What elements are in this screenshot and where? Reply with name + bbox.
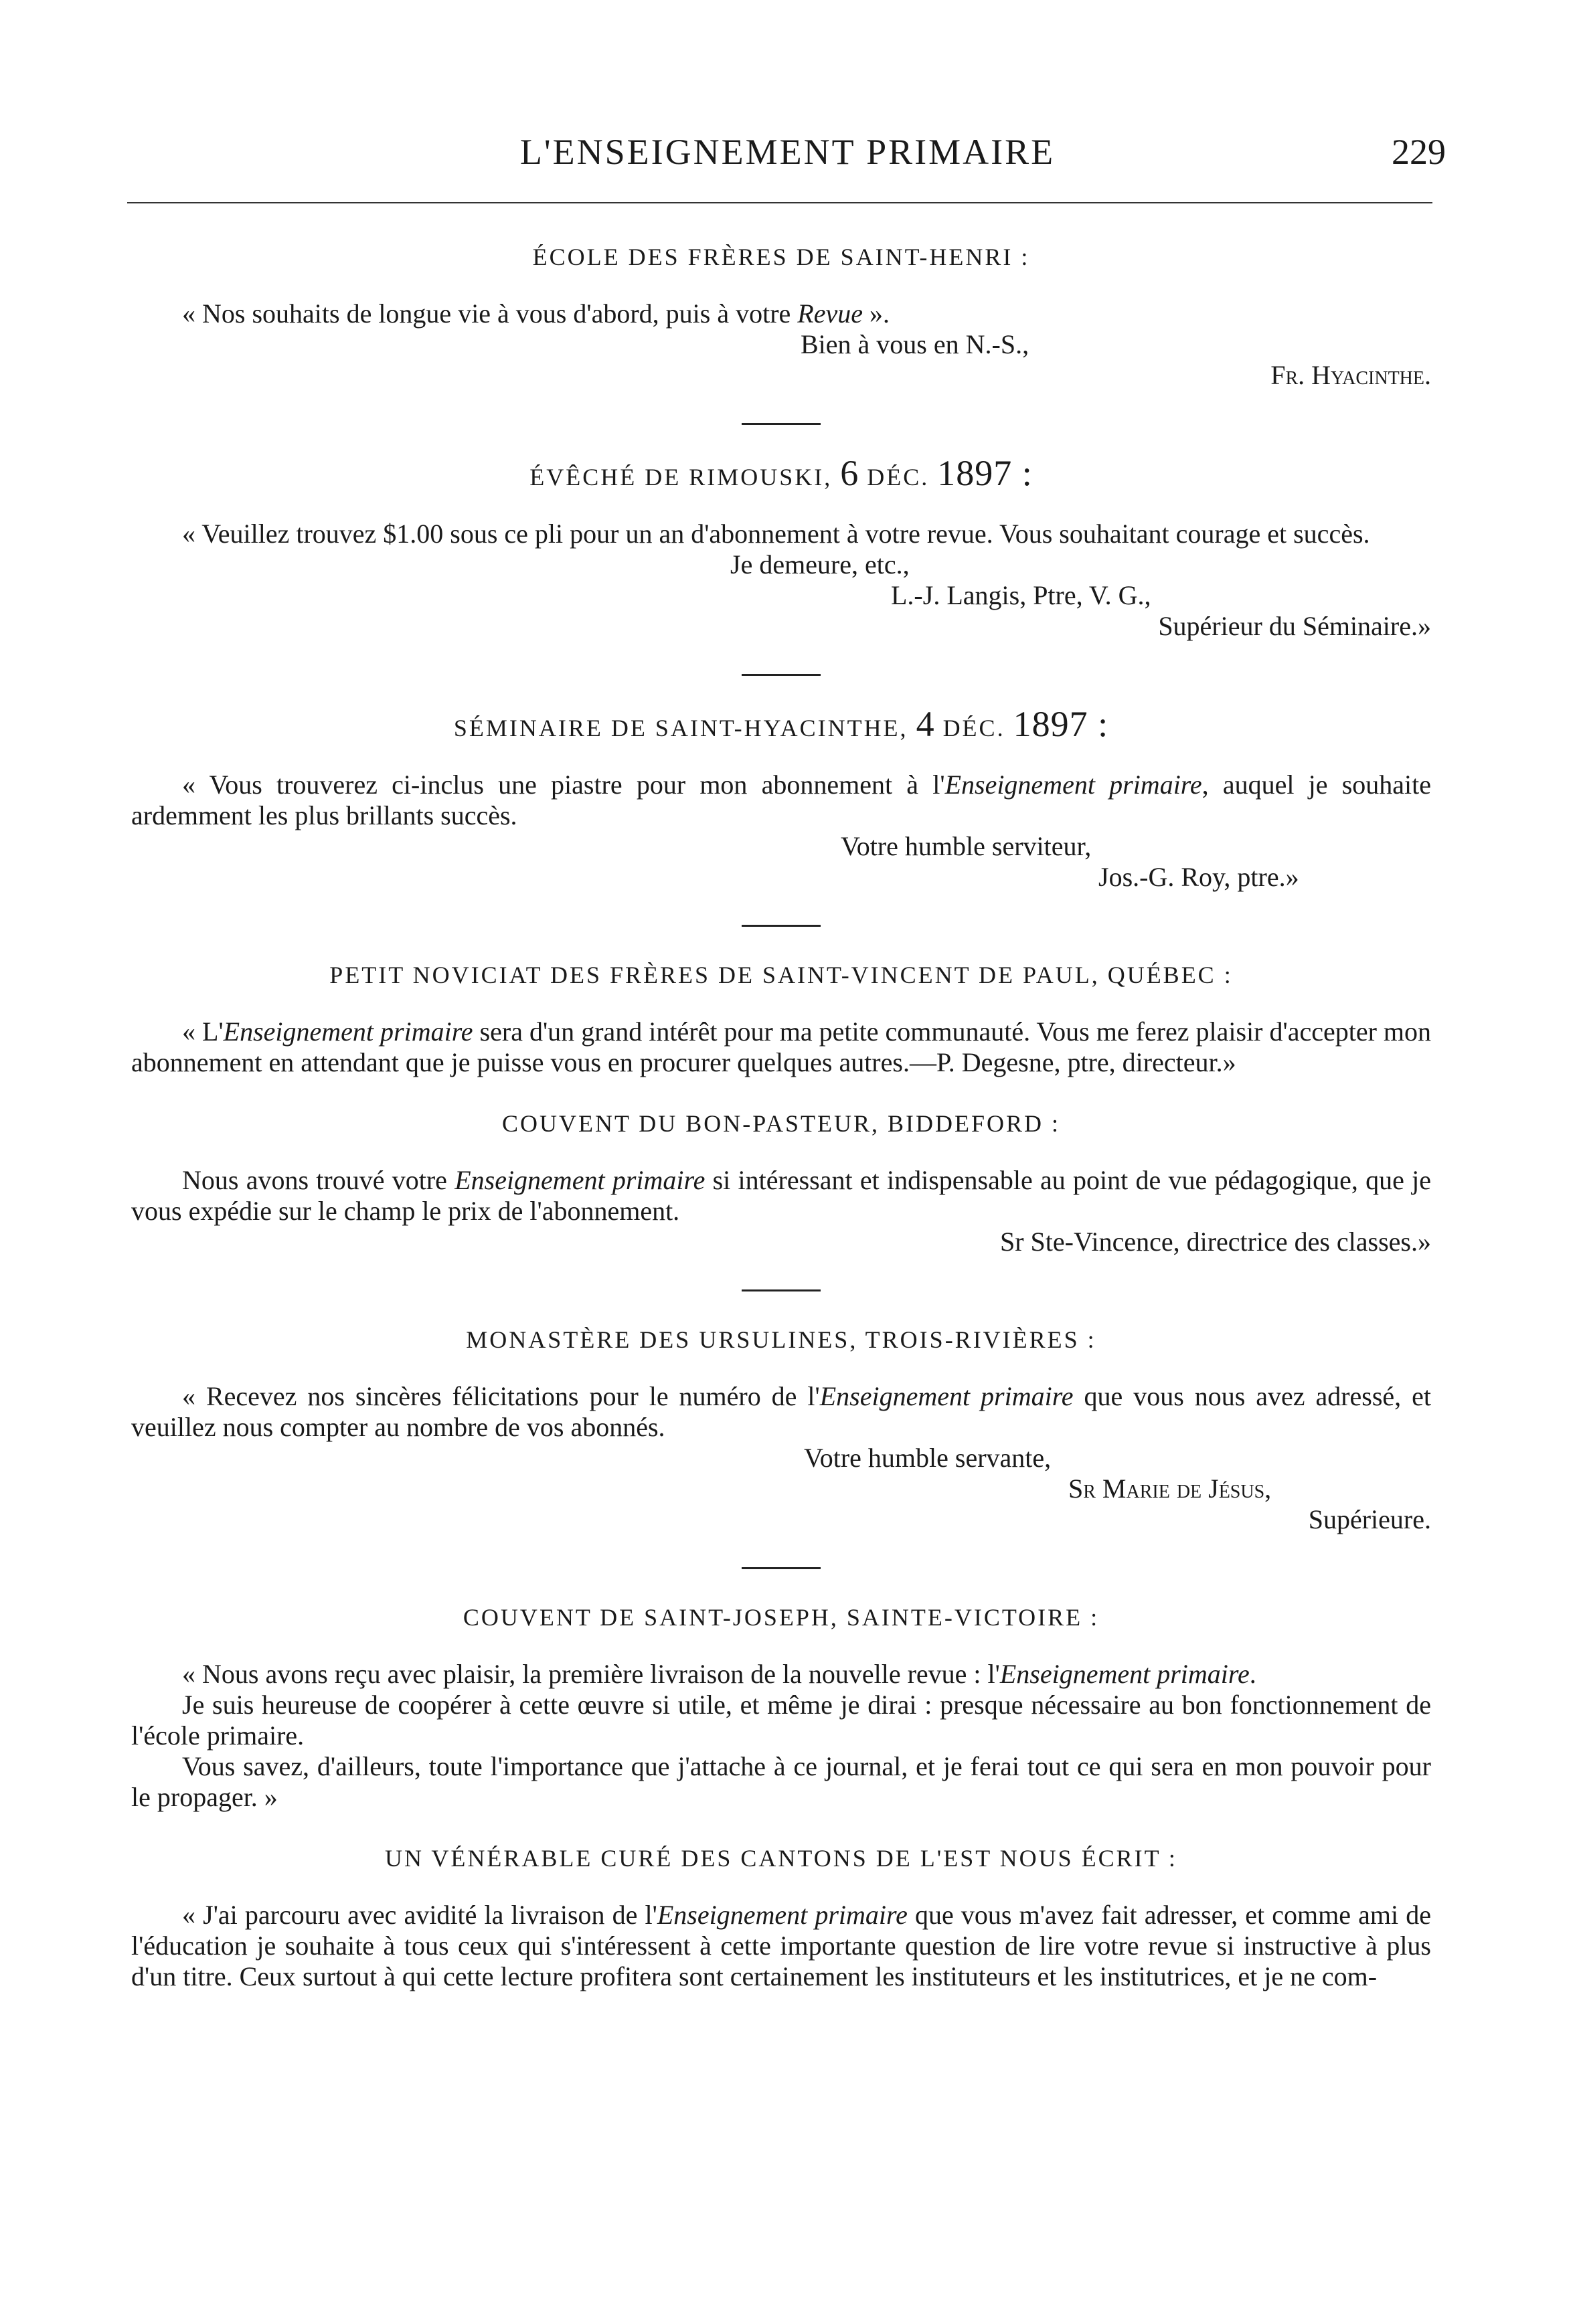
section-divider: [742, 1289, 821, 1291]
letter-ecole-freres: [131, 241, 1431, 391]
section-divider: [742, 674, 821, 676]
page-content: [131, 241, 1431, 1992]
header-rule: [127, 202, 1432, 203]
letter-body: « Veuillez trouvez $1.00 sous ce pli pour un an d'abonnement à votre revue. Vous souhaitant courage et succès.: [182, 519, 1370, 549]
letter-couvent-bon-pasteur: [131, 1107, 1431, 1257]
letter-paragraph: Je suis heureuse de coopérer à cette œuvre si utile, et même je dirai : presque nécessaire au bon fonctionnement de l'école primaire.: [131, 1690, 1431, 1751]
letter-seminaire-st-hyacinthe: [131, 704, 1431, 893]
letter-eveche-rimouski: [131, 453, 1431, 642]
signature-name: Jos.-G. Roy, ptre.»: [1098, 862, 1299, 892]
signature-line: Votre humble servante,: [804, 1443, 1052, 1473]
letter-body: « L'Enseignement primaire sera d'un grand intérêt pour ma petite communauté. Vous me ferez plaisir d'accepter mon abonnement en attendant que je puisse vous en procurer quelques autres.—P. Degesne, ptre, directeur.»: [131, 1016, 1432, 1077]
letter-petit-noviciat: [131, 959, 1431, 1078]
section-heading: MONASTÈRE DES URSULINES, TROIS-RIVIÈRES :: [466, 1326, 1096, 1353]
signature-title: Supérieur du Séminaire.»: [1158, 611, 1431, 641]
letter-body: Nous avons trouvé votre Enseignement primaire si intéressant et indispensable au point de vue pédagogique, que je vous expédie sur le champ le prix de l'abonnement.: [131, 1165, 1431, 1226]
section-heading: SÉMINAIRE DE SAINT-HYACINTHE, 4 DÉC. 1897 :: [453, 704, 1109, 744]
signature-title: Supérieure.: [1308, 1504, 1431, 1534]
letter-venerable-cure: [131, 1842, 1431, 1992]
letter-paragraph: Vous savez, d'ailleurs, toute l'importance que j'attache à ce journal, et je ferai tout ce qui sera en mon pouvoir pour le propager. »: [131, 1751, 1431, 1812]
letter-body: « Nos souhaits de longue vie à vous d'abord, puis à votre Revue ».: [182, 298, 890, 329]
section-heading: COUVENT DU BON-PASTEUR, BIDDEFORD :: [501, 1110, 1061, 1137]
section-divider: [742, 925, 821, 927]
signature-line: Bien à vous en N.-S.,: [801, 329, 1029, 359]
page-number: 229: [1392, 132, 1446, 172]
letter-body: « J'ai parcouru avec avidité la livraison de l'Enseignement primaire que vous m'avez fait adresser, et comme ami de l'éducation je souhaite à tous ceux qui s'intéressent à cette importante question de lire votre revue si instructive à plus d'un titre. Ceux surtout à qui cette lecture profitera sont certainement les instituteurs et les institutrices, et je ne com-: [131, 1900, 1431, 1991]
section-heading: COUVENT DE SAINT-JOSEPH, SAINTE-VICTOIRE :: [463, 1604, 1100, 1631]
letter-couvent-st-joseph: [131, 1601, 1431, 1813]
signature-name: L.-J. Langis, Ptre, V. G.,: [891, 580, 1151, 610]
section-heading: ÉVÊCHÉ DE RIMOUSKI, 6 DÉC. 1897 :: [529, 453, 1033, 493]
letter-monastere-ursulines: [131, 1324, 1431, 1535]
signature-name: Sr Marie de Jésus,: [1068, 1473, 1272, 1504]
running-title: L'ENSEIGNEMENT PRIMAIRE: [519, 132, 1056, 172]
letter-paragraph: « Nous avons reçu avec plaisir, la première livraison de la nouvelle revue : l'Enseignement primaire.: [182, 1659, 1256, 1689]
signature-line: Votre humble serviteur,: [841, 831, 1092, 861]
signature-name: Fr. Hyacinthe.: [1270, 360, 1431, 390]
section-heading: PETIT NOVICIAT DES FRÈRES DE SAINT-VINCENT DE PAUL, QUÉBEC :: [329, 962, 1233, 988]
section-heading: ÉCOLE DES FRÈRES DE SAINT-HENRI :: [532, 244, 1030, 270]
letter-body: « Vous trouverez ci-inclus une piastre pour mon abonnement à l'Enseignement primaire, auquel je souhaite ardemment les plus brillants succès.: [131, 770, 1431, 830]
signature-line: Je demeure, etc.,: [730, 549, 910, 579]
section-divider: [742, 1567, 821, 1569]
section-divider: [742, 423, 821, 425]
letter-body: « Recevez nos sincères félicitations pour le numéro de l'Enseignement primaire que vous nous avez adressé, et veuillez nous compter au nombre de vos abonnés.: [131, 1381, 1431, 1442]
signature-name: Sr Ste-Vincence, directrice des classes.»: [999, 1227, 1431, 1257]
section-heading: UN VÉNÉRABLE CURÉ DES CANTONS DE L'EST NOUS ÉCRIT :: [385, 1845, 1177, 1872]
